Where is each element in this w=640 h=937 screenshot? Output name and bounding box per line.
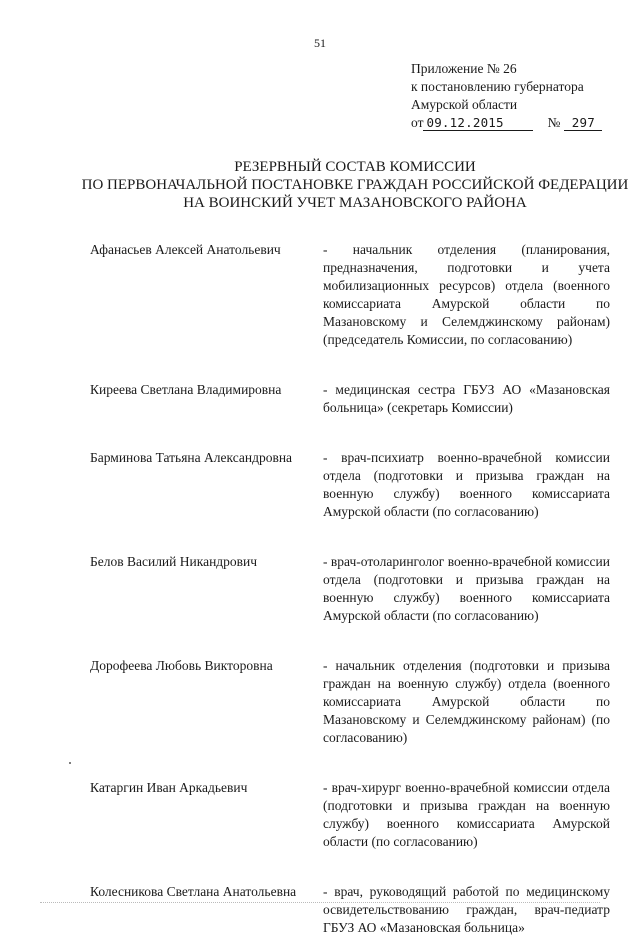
member-name: Киреева Светлана Владимировна [90,382,282,397]
appendix-header [411,60,602,132]
appendix-date-line [411,114,602,132]
appendix-line-3: Амурской области [411,97,518,112]
member-row [90,241,610,349]
from-label: от [411,115,424,130]
member-row [90,657,610,747]
member-name: Катаргин Иван Аркадьевич [90,780,248,795]
title-line-1: РЕЗЕРВНЫЙ СОСТАВ КОМИССИИ [234,159,476,175]
member-role: - врач, руководящий работой по медицинскому освидетельствованию граждан, врач-педиатр ГБУЗ АО «Мазановская больница» [323,884,610,935]
member-name: Афанасьев Алексей Анатольевич [90,242,281,257]
member-name: Белов Василий Никандрович [90,554,258,569]
appendix-line-2: к постановлению губернатора [411,79,584,94]
members-list [90,241,610,937]
number-label: № [547,115,561,130]
title-line-3: НА ВОИНСКИЙ УЧЕТ МАЗАНОВСКОГО РАЙОНА [183,195,527,211]
member-role: - медицинская сестра ГБУЗ АО «Мазановская больница» (секретарь Комиссии) [323,382,610,415]
scan-edge-artifact [40,901,600,903]
member-role: - начальник отделения (планирования, предназначения, подготовки и учета мобилизационных ресурсов) отдела (военного комиссариата Амурской области по Мазановскому и Селемджинскому районам) (председатель Комиссии, по согласованию) [323,242,610,347]
member-row [90,779,610,851]
member-row [90,381,610,417]
member-role: - начальник отделения (подготовки и призыва граждан на военную службу) отдела (военного комиссариата Амурской области по Мазановскому и Селемджинскому районам) (по согласованию) [323,658,610,745]
member-row [90,883,610,937]
member-name: Дорофеева Любовь Викторовна [90,658,273,673]
member-row [90,449,610,521]
page-number: 51 [314,36,326,50]
title-line-2: ПО ПЕРВОНАЧАЛЬНОЙ ПОСТАНОВКЕ ГРАЖДАН РОССИЙСКОЙ ФЕДЕРАЦИИ [81,177,629,193]
document-title [0,158,640,212]
member-role: - врач-психиатр военно-врачебной комиссии отдела (подготовки и призыва граждан на военную службу) военного комиссариата Амурской области (по согласованию) [323,450,610,519]
decree-number: 297 [564,116,602,131]
decree-date: 09.12.2015 [423,116,533,131]
member-name: Колесникова Светлана Анатольевна [90,884,297,899]
member-name: Барминова Татьяна Александровна [90,450,293,465]
scan-mark [69,762,71,764]
member-role: - врач-хирург военно-врачебной комиссии отдела (подготовки и призыва граждан на военную службу) военного комиссариата Амурской области (по согласованию) [323,780,610,849]
appendix-line-1: Приложение № 26 [411,61,517,76]
member-role: - врач-отоларинголог военно-врачебной комиссии отдела (подготовки и призыва граждан на военную службу) военного комиссариата Амурской области (по согласованию) [323,554,610,623]
member-row [90,553,610,625]
